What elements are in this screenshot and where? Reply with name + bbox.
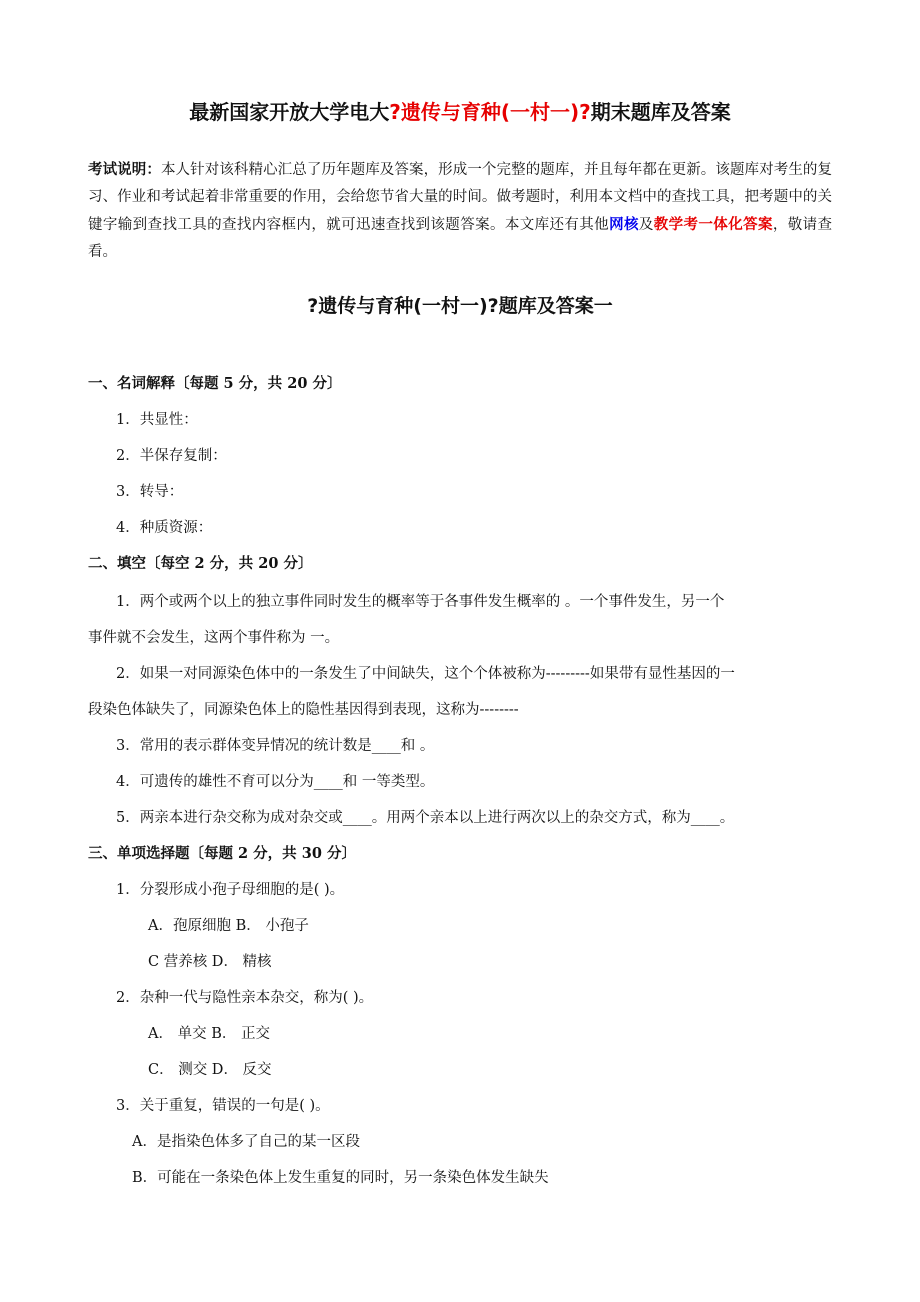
- title-prefix: 最新国家开放大学电大: [189, 100, 390, 124]
- question-item-continued: 段染色体缺失了，同源染色体上的隐性基因得到表现，这称为--------: [88, 702, 519, 718]
- question-item-continued: 事件就不会发生，这两个事件称为 一。: [88, 630, 340, 646]
- instructions-end: ，敬请查看。: [88, 217, 833, 260]
- question-item: 4．种质资源：: [116, 520, 213, 536]
- exam-instructions: [88, 156, 832, 266]
- question-item: 3．转导：: [116, 484, 184, 500]
- answer-options: A． 单交 B． 正交: [148, 1026, 270, 1042]
- title-suffix: 期末题库及答案: [590, 100, 731, 124]
- section-heading-single-choice: 三、单项选择题〔每题 2 分，共 30 分〕: [88, 845, 356, 862]
- question-item: 2．如果一对同源染色体中的一条发生了中间缺失，这个个体被称为---------如果带有显性基因的一: [116, 666, 735, 682]
- question-item: 1．分裂形成小孢子母细胞的是( )。: [116, 882, 345, 898]
- question-item: 5．两亲本进行杂交称为成对杂交或____。用两个亲本以上进行两次以上的杂交方式，称为____。: [116, 810, 735, 826]
- answer-options: A．孢原细胞 B． 小孢子: [148, 918, 309, 934]
- instructions-text: 本人针对该科精心汇总了历年题库及答案，形成一个完整的题库，并且每年都在更新。该题库对考生的复习、作业和考试起着非常重要的作用，会给您节省大量的时间。做考题时，利用本文档中的查找工具，把考题中的关键字输到查找工具的查找内容框内，就可迅速查找到该题答案。本文库还有其他: [88, 162, 832, 233]
- question-item: 1．两个或两个以上的独立事件同时发生的概率等于各事件发生概率的 。一个事件发生，另一个: [116, 594, 725, 610]
- document-title: [0, 98, 920, 126]
- answer-options: C． 测交 D． 反交: [148, 1062, 272, 1078]
- section-heading-definitions: 一、名词解释〔每题 5 分，共 20 分〕: [88, 375, 342, 392]
- question-item: 2．杂种一代与隐性亲本杂交，称为( )。: [116, 990, 374, 1006]
- question-item: 4．可遗传的雄性不育可以分为____和 一等类型。: [116, 774, 435, 790]
- question-item: 1．共显性：: [116, 412, 198, 428]
- question-item: 2．半保存复制：: [116, 448, 227, 464]
- link-teaching-answers[interactable]: 教学考一体化答案: [653, 216, 773, 233]
- question-item: 3．关于重复，错误的一句是( )。: [116, 1098, 330, 1114]
- answer-options: C 营养核 D． 精核: [148, 954, 272, 970]
- section-subtitle: ?遗传与育种(一村一)?题库及答案一: [307, 295, 613, 317]
- answer-option: A．是指染色体多了自己的某一区段: [132, 1134, 360, 1150]
- instructions-conj: 及: [638, 217, 654, 233]
- title-course-name: ?遗传与育种(一村一)?: [389, 100, 591, 124]
- link-wanghe[interactable]: 网核: [609, 216, 639, 233]
- answer-option: B．可能在一条染色体上发生重复的同时，另一条染色体发生缺失: [132, 1170, 549, 1186]
- section-heading-fill-blank: 二、填空〔每空 2 分，共 20 分〕: [88, 555, 313, 572]
- question-item: 3．常用的表示群体变异情况的统计数是____和 。: [116, 738, 435, 754]
- instructions-lead: 考试说明：: [88, 161, 161, 178]
